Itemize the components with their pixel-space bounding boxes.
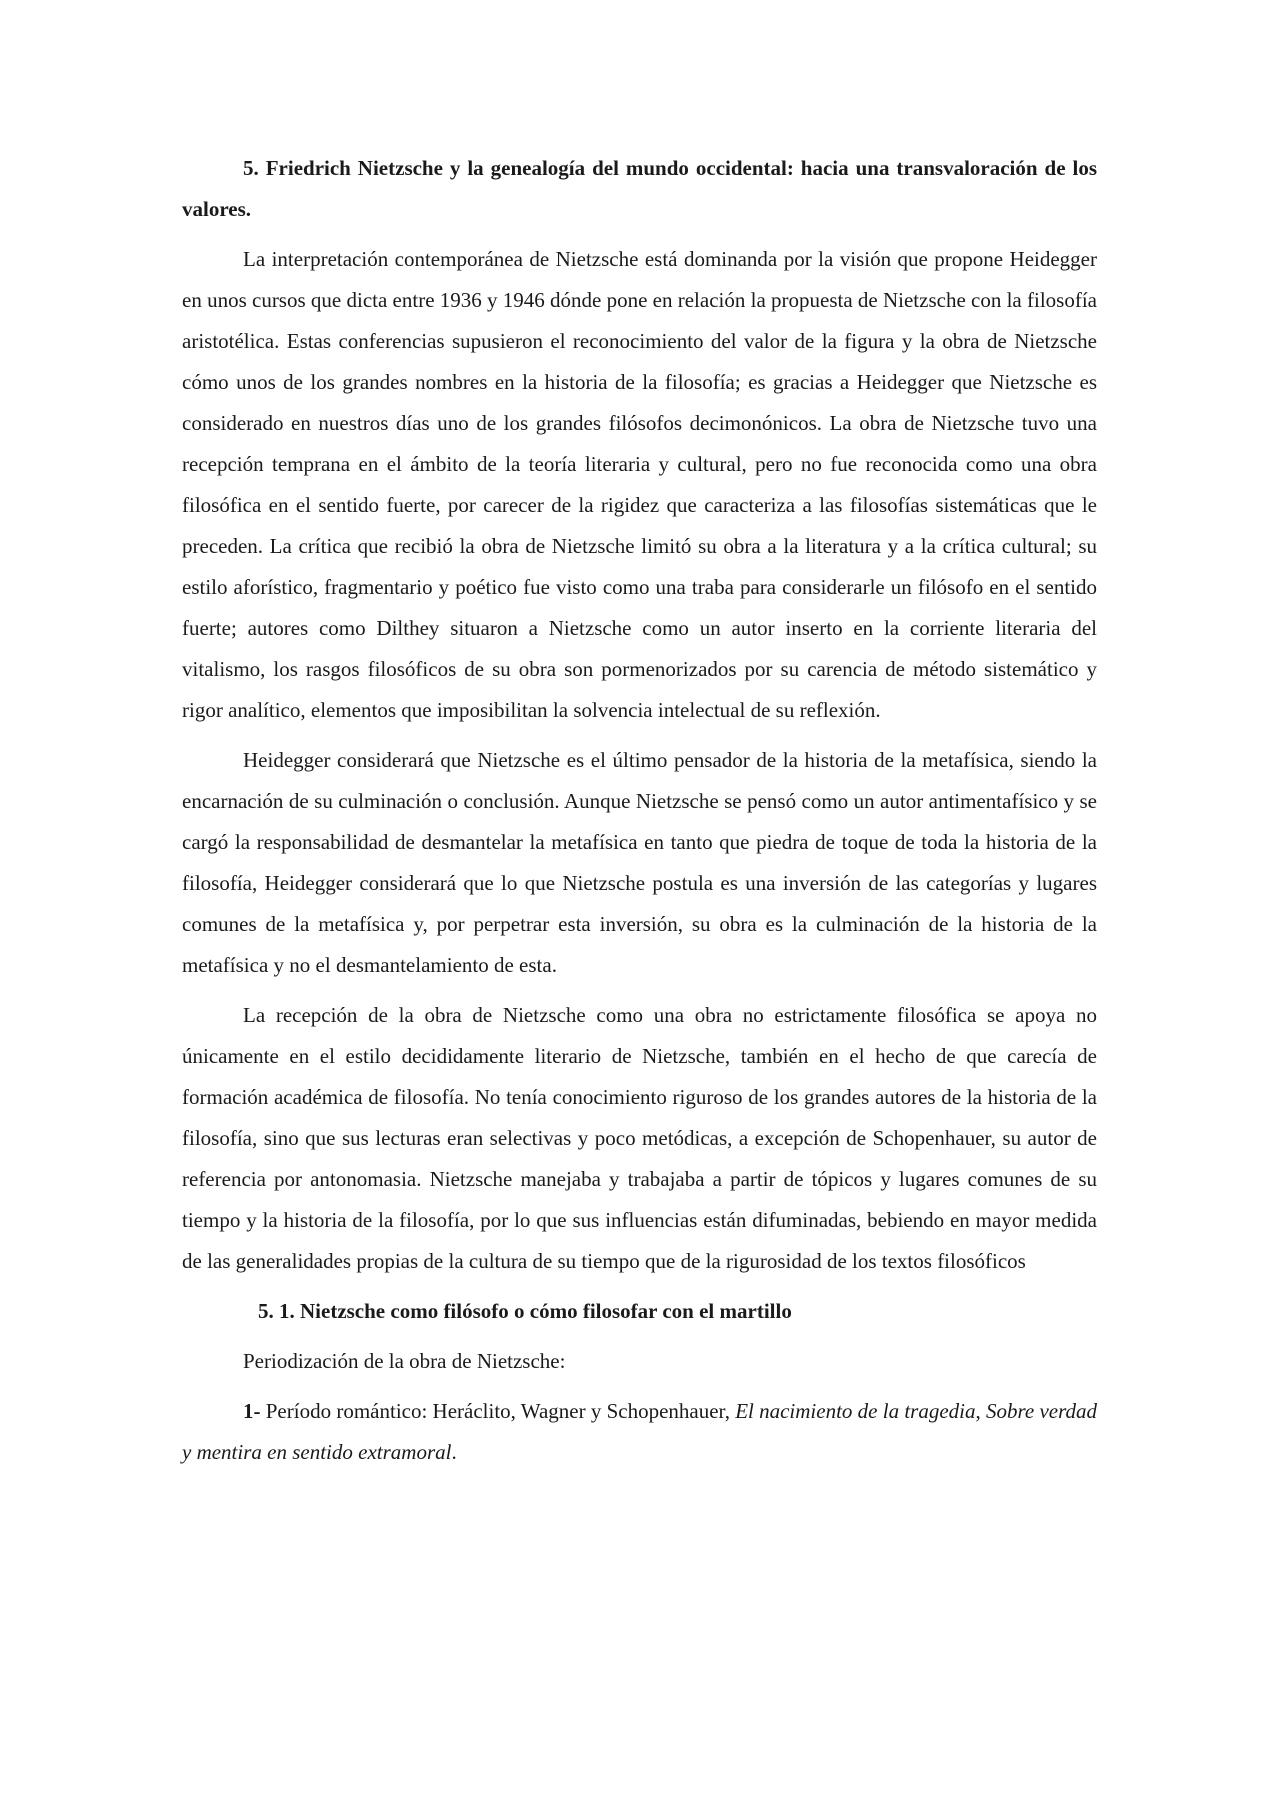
period-1-work-birth-of-tragedy: El nacimiento de la tragedia [735, 1399, 976, 1423]
paragraph-last-metaphysician: Heidegger considerará que Nietzsche es el último pensador de la historia de la metafísica, siendo la encarnación de su culminación o conclusión. Aunque Nietzsche se pensó como un autor antimentafísico y se cargó la responsabilidad de desmantelar la metafísica en tanto que piedra de toque de toda la historia de la filosofía, Heidegger considerará que lo que Nietzsche postula es una inversión de las categorías y lugares comunes de la metafísica y, por perpetrar esta inversión, su obra es la culminación de la historia de la metafísica y no el desmantelamiento de esta. [182, 748, 1097, 977]
period-1-work-truth-and-lie: Sobre verdad y mentira en sentido extramoral [182, 1399, 1098, 1464]
period-1-item [182, 1391, 1097, 1473]
period-1-text: Período romántico: Heráclito, Wagner y Schopenhauer, [260, 1399, 736, 1423]
period-1-number: 1- [243, 1399, 261, 1423]
period-1-end: . [451, 1440, 457, 1464]
period-1-separator: , [975, 1399, 987, 1423]
page-content [182, 148, 1097, 1473]
paragraph-reception: La recepción de la obra de Nietzsche como una obra no estrictamente filosófica se apoya no únicamente en el estilo decididamente literario de Nietzsche, también en el hecho de que carecía de formación académica de filosofía. No tenía conocimiento riguroso de los grandes autores de la historia de la filosofía, sino que sus lecturas eran selectivas y poco metódicas, a excepción de Schopenhauer, su autor de referencia por antonomasia. Nietzsche manejaba y trabajaba a partir de tópicos y lugares comunes de su tiempo y la historia de la filosofía, por lo que sus influencias están difuminadas, bebiendo en mayor medida de las generalidades propias de la cultura de su tiempo que de la rigurosidad de los textos filosóficos [182, 1003, 1097, 1273]
subsection-heading: 5. 1. Nietzsche como filósofo o cómo filosofar con el martillo [258, 1299, 792, 1323]
section-heading: 5. Friedrich Nietzsche y la genealogía del mundo occidental: hacia una transvaloración de los valores. [182, 156, 1097, 221]
paragraph-heidegger-interpretation: La interpretación contemporánea de Nietzsche está dominanda por la visión que propone Heidegger en unos cursos que dicta entre 1936 y 1946 dónde pone en relación la propuesta de Nietzsche con la filosofía aristotélica. Estas conferencias supusieron el reconocimiento del valor de la figura y la obra de Nietzsche cómo unos de los grandes nombres en la historia de la filosofía; es gracias a Heidegger que Nietzsche es considerado en nuestros días uno de los grandes filósofos decimonónicos. La obra de Nietzsche tuvo una recepción temprana en el ámbito de la teoría literaria y cultural, pero no fue reconocida como una obra filosófica en el sentido fuerte, por carecer de la rigidez que caracteriza a las filosofías sistemáticas que le preceden. La crítica que recibió la obra de Nietzsche limitó su obra a la literatura y a la crítica cultural; su estilo aforístico, fragmentario y poético fue visto como una traba para considerarle un filósofo en el sentido fuerte; autores como Dilthey situaron a Nietzsche como un autor inserto en la corriente literaria del vitalismo, los rasgos filosóficos de su obra son pormenorizados por su carencia de método sistemático y rigor analítico, elementos que imposibilitan la solvencia intelectual de su reflexión. [182, 247, 1097, 722]
periodization-intro: Periodización de la obra de Nietzsche: [243, 1349, 566, 1373]
